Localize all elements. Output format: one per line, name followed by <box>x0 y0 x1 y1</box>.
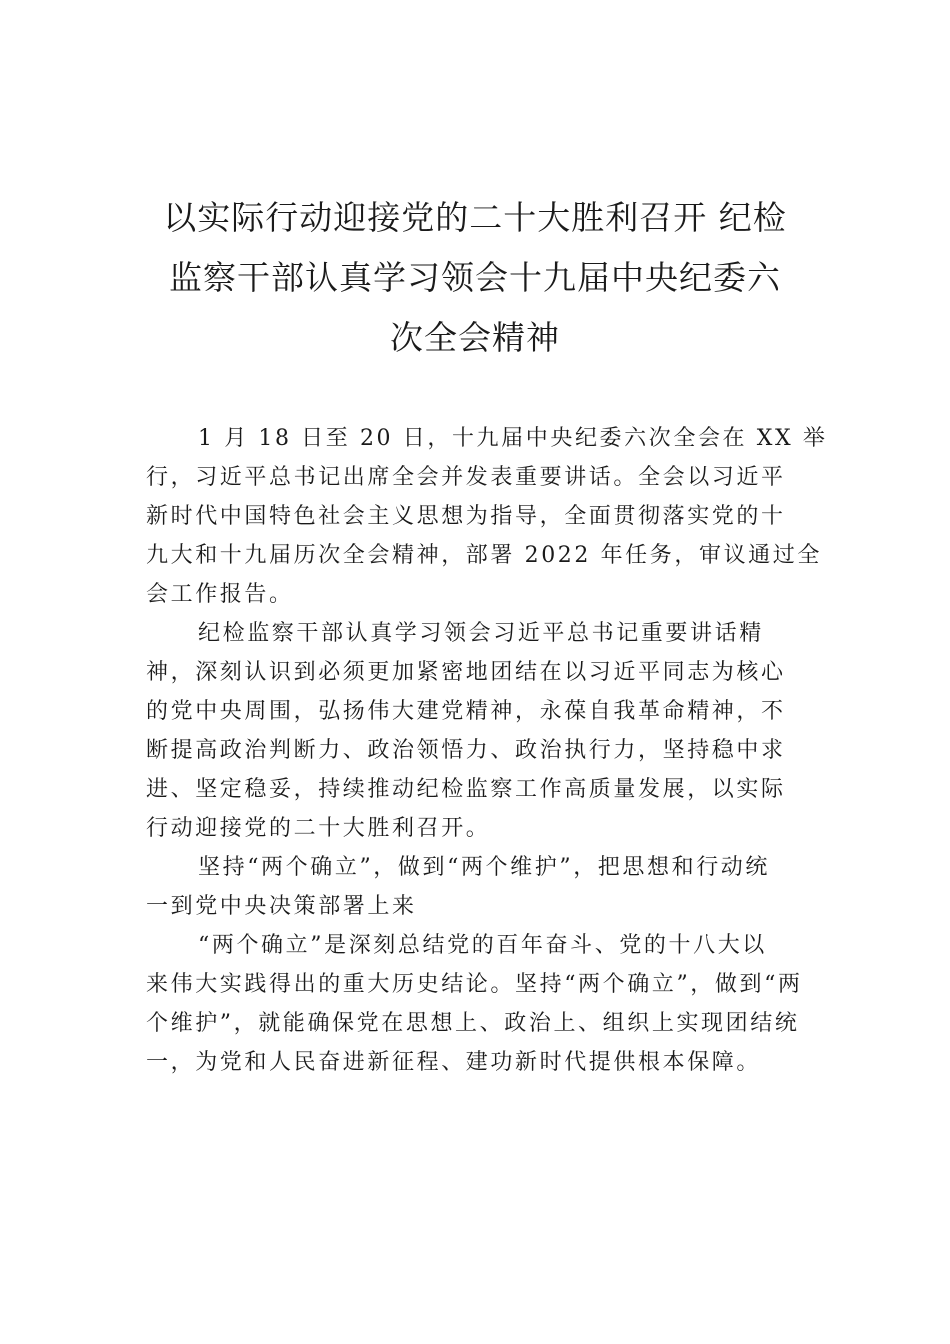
paragraph <box>146 419 828 614</box>
title-line: 监察干部认真学习领会十九届中央纪委六 <box>169 258 781 297</box>
title-line: 以实际行动迎接党的二十大胜利召开 纪检 <box>163 198 787 237</box>
paragraph <box>146 926 806 1082</box>
text-line: 行，习近平总书记出席全会并发表重要讲话。全会以习近平 <box>146 465 786 490</box>
text-line: 行动迎接党的二十大胜利召开。 <box>146 816 491 841</box>
text-line: 一，为党和人民奋进新征程、建功新时代提供根本保障。 <box>146 1050 762 1075</box>
text-line: 断提高政治判断力、政治领悟力、政治执行力，坚持稳中求 <box>146 738 786 763</box>
text-line: 坚持“两个确立”，做到“两个维护”，把思想和行动统 <box>198 855 770 880</box>
document-body <box>146 419 828 1082</box>
text-line: “两个确立”是深刻总结党的百年奋斗、党的十八大以 <box>198 933 767 958</box>
title-line: 次全会精神 <box>390 318 560 357</box>
text-line: 会工作报告。 <box>146 582 294 607</box>
document-title <box>140 188 810 368</box>
text-line: 新时代中国特色社会主义思想为指导，全面贯彻落实党的十 <box>146 504 786 529</box>
section-heading <box>146 848 806 926</box>
text-line: 1 月 18 日至 20 日，十九届中央纪委六次全会在 XX 举 <box>198 426 828 451</box>
text-line: 一到党中央决策部署上来 <box>146 894 417 919</box>
text-line: 的党中央周围，弘扬伟大建党精神，永葆自我革命精神，不 <box>146 699 786 724</box>
text-line: 个维护”，就能确保党在思想上、政治上、组织上实现团结统 <box>146 1011 800 1036</box>
text-line: 纪检监察干部认真学习领会习近平总书记重要讲话精 <box>198 621 764 646</box>
paragraph <box>146 614 806 848</box>
text-line: 进、坚定稳妥，持续推动纪检监察工作高质量发展，以实际 <box>146 777 786 802</box>
text-line: 九大和十九届历次全会精神，部署 2022 年任务，审议通过全 <box>146 543 822 568</box>
text-line: 神，深刻认识到必须更加紧密地团结在以习近平同志为核心 <box>146 660 786 685</box>
text-line: 来伟大实践得出的重大历史结论。坚持“两个确立”，做到“两 <box>146 972 803 997</box>
